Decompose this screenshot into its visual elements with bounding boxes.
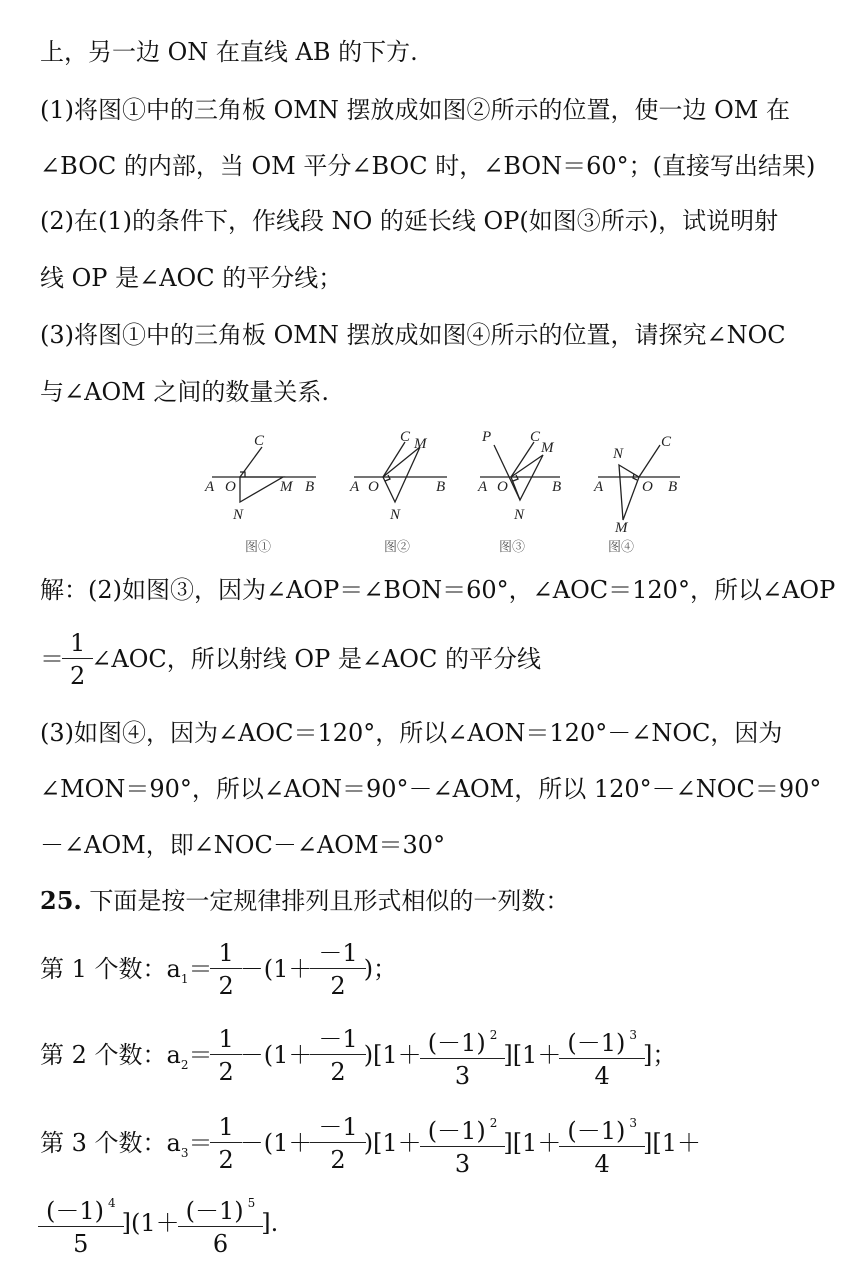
fraction [314,1112,361,1177]
formula-text: －(1＋ [239,1041,313,1069]
exponent: 4 [108,1196,116,1210]
formula-text: ＝ [188,955,213,983]
figure-3 [477,429,561,554]
fraction [66,628,89,693]
numerator-text: (－1) [46,1197,104,1225]
fraction [214,1112,237,1177]
numerator [314,1112,361,1142]
denominator: 2 [210,1054,241,1089]
formula-text: ＝ [188,1129,213,1157]
sequence-row [40,1020,676,1093]
svg-text:C: C [400,429,411,445]
denominator: 3 [420,1146,506,1181]
svg-text:O: O [225,479,236,495]
solution-line: ∠MON＝90°，所以∠AON＝90°－∠AOM，所以 120°－∠NOC＝90° [40,775,822,803]
numerator [563,1020,641,1058]
denominator: 2 [310,1054,365,1089]
problem-line: 与∠AOM 之间的数量关系. [40,378,329,406]
problem-line: ∠BOC 的内部，当 OM 平分∠BOC 时，∠BON＝60°；(直接写出结果) [40,152,816,180]
svg-text:A: A [594,479,604,495]
exponent: 3 [629,1116,637,1130]
exponent: 3 [629,1028,637,1042]
problem-line: (1)将图①中的三角板 OMN 摆放成如图②所示的位置，使一边 OM 在 [40,96,791,124]
figure-4 [593,434,680,554]
denominator: 2 [210,1142,241,1177]
exponent: 5 [247,1196,256,1210]
numerator-text: －1 [318,1113,358,1141]
denominator: 3 [420,1058,506,1093]
formula-text: －(1＋ [239,955,313,983]
question-text: 下面是按一定规律排列且形式相似的一列数： [89,887,570,915]
svg-text:M: M [615,520,628,536]
denominator: 2 [310,1142,365,1177]
numerator [42,1188,120,1226]
denominator: 5 [38,1226,124,1261]
svg-text:图③: 图③ [499,539,526,554]
formula-text: ＝ [188,1041,213,1069]
sequence-row [40,1108,701,1181]
fraction [424,1108,502,1181]
problem-line: 上，另一边 ON 在直线 AB 的下方. [40,38,418,66]
problem-line: (2)在(1)的条件下，作线段 NO 的延长线 OP(如图③所示)，试说明射 [40,207,779,235]
exponent: 2 [489,1028,498,1042]
formula-text: )[1＋ [363,1129,422,1157]
numerator-text: (－1) [427,1029,486,1057]
numerator-text: 1 [218,939,234,967]
formula-text: 第 1 个数：a [40,955,181,983]
exponent: 2 [489,1116,498,1130]
problem-line: (3)将图①中的三角板 OMN 摆放成如图④所示的位置，请探究∠NOC [40,321,786,349]
numerator [314,938,361,968]
svg-text:C: C [661,434,672,450]
numerator [314,1024,361,1054]
formula-text: ][1＋ [642,1129,701,1157]
svg-text:B: B [436,479,446,495]
geometry-figures [0,420,841,560]
fraction [563,1108,641,1181]
formula-text: ]； [642,1041,677,1069]
formula-text: 第 2 个数：a [40,1041,181,1069]
solution-line [40,628,541,693]
numerator [182,1188,260,1226]
formula-text: 第 3 个数：a [40,1129,181,1157]
solution-line: (3)如图④，因为∠AOC＝120°，所以∠AON＝120°－∠NOC，因为 [40,719,783,747]
svg-text:N: N [613,446,624,462]
fraction [42,1188,120,1261]
svg-text:A: A [350,479,360,495]
svg-text:O: O [368,479,379,495]
solution-line: 解：(2)如图③，因为∠AOP＝∠BON＝60°，∠AOC＝120°，所以∠AOP [40,576,836,604]
denominator: 6 [178,1226,264,1261]
numerator [214,938,237,968]
formula-text: ]. [261,1209,279,1237]
numerator-text: 1 [218,1113,234,1141]
subscript: 1 [180,972,189,986]
svg-text:N: N [514,507,525,523]
svg-text:B: B [668,479,678,495]
svg-text:O: O [497,479,508,495]
numerator [214,1024,237,1054]
numerator-text: (－1) [427,1117,486,1145]
svg-text:图④: 图④ [608,539,635,554]
sequence-row [40,1188,278,1261]
svg-text:图①: 图① [245,539,272,554]
figure-1 [204,433,316,554]
svg-text:C: C [254,433,265,449]
formula-text: ][1＋ [503,1129,562,1157]
solution-line: －∠AOM，即∠NOC－∠AOM＝30° [40,831,446,859]
formula-text: )[1＋ [363,1041,422,1069]
question-number: 25. [40,886,82,915]
denominator: 2 [210,968,241,1003]
svg-text:N: N [233,507,244,523]
numerator-text: (－1) [567,1029,626,1057]
svg-text:C: C [530,429,541,445]
formula-text: ](1＋ [121,1209,180,1237]
svg-text:B: B [552,479,562,495]
svg-text:O: O [642,479,653,495]
numerator [424,1020,502,1058]
question-title [40,885,569,917]
formula-text: ][1＋ [503,1041,562,1069]
figure-2 [349,429,447,554]
svg-text:图②: 图② [384,539,411,554]
fraction [182,1188,260,1261]
subscript: 3 [180,1146,189,1160]
problem-line: 线 OP 是∠AOC 的平分线； [40,264,343,292]
numerator: 1 [70,629,86,657]
numerator [563,1108,641,1146]
formula-text: －(1＋ [239,1129,313,1157]
svg-text:M: M [280,479,293,495]
numerator-text: (－1) [567,1117,626,1145]
fraction [214,938,237,1003]
fraction [563,1020,641,1093]
denominator: 4 [559,1146,645,1181]
numerator-text: 1 [218,1025,234,1053]
solution-text: ∠AOC，所以射线 OP 是∠AOC 的平分线 [91,645,541,673]
equals-sign: ＝ [40,645,64,673]
denominator: 2 [62,658,93,693]
svg-text:M: M [541,440,554,456]
fraction [424,1020,502,1093]
svg-text:M: M [414,436,427,452]
denominator: 2 [310,968,365,1003]
svg-text:P: P [482,429,492,445]
numerator-text: －1 [318,939,358,967]
sequence-row [40,938,397,1003]
numerator-text: －1 [318,1025,358,1053]
numerator [214,1112,237,1142]
fraction [314,938,361,1003]
formula-text: )； [363,955,398,983]
fraction [314,1024,361,1089]
denominator: 4 [559,1058,645,1093]
fraction [214,1024,237,1089]
svg-text:A: A [478,479,488,495]
numerator-text: (－1) [185,1197,244,1225]
svg-text:N: N [390,507,401,523]
numerator [424,1108,502,1146]
subscript: 2 [180,1058,189,1072]
svg-text:A: A [205,479,215,495]
svg-text:B: B [305,479,315,495]
